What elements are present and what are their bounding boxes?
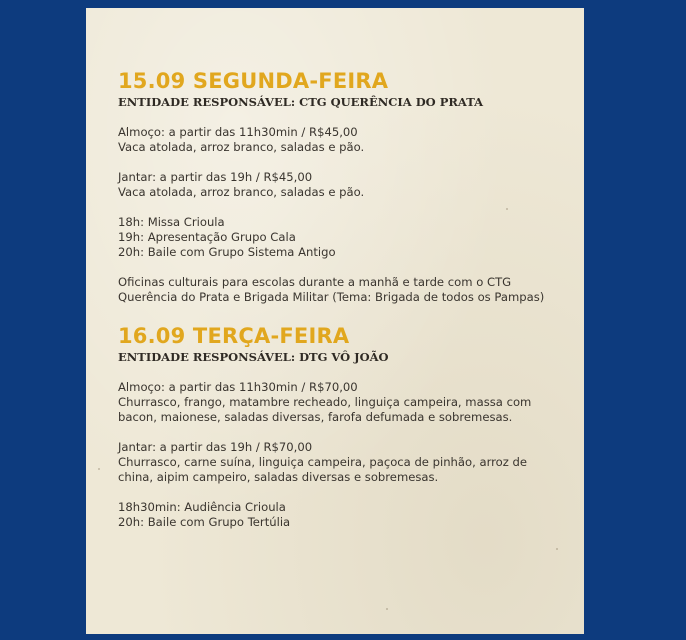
responsible-entity: ENTIDADE RESPONSÁVEL: CTG QUERÊNCIA DO PRATA [118, 95, 484, 109]
lunch-info [118, 380, 564, 425]
paper-speck [98, 468, 100, 470]
schedule-card [86, 8, 584, 634]
day-section-monday [118, 68, 564, 305]
day-title: 15.09 SEGUNDA-FEIRA [118, 69, 389, 93]
day-title: 16.09 TERÇA-FEIRA [118, 324, 350, 348]
lunch-time-price: Almoço: a partir das 11h30min / R$70,00 [118, 380, 358, 394]
schedule-item: 20h: Baile com Grupo Sistema Antigo [118, 245, 336, 259]
workshop-note [118, 275, 564, 305]
dinner-time-price: Jantar: a partir das 19h / R$70,00 [118, 440, 313, 454]
paper-speck [506, 208, 508, 210]
event-schedule [118, 215, 564, 260]
dinner-info [118, 170, 564, 200]
dinner-time-price: Jantar: a partir das 19h / R$45,00 [118, 170, 313, 184]
lunch-time-price: Almoço: a partir das 11h30min / R$45,00 [118, 125, 358, 139]
lunch-info [118, 125, 564, 155]
schedule-item: 18h: Missa Crioula [118, 215, 225, 229]
lunch-menu: Vaca atolada, arroz branco, saladas e pão. [118, 140, 365, 154]
dinner-info [118, 440, 564, 485]
lunch-menu: Churrasco, frango, matambre recheado, linguiça campeira, massa com bacon, maionese, saladas diversas, farofa defumada e sobremesas. [118, 395, 532, 424]
schedule-item: 20h: Baile com Grupo Tertúlia [118, 515, 291, 529]
paper-speck [386, 608, 388, 610]
schedule-item: 18h30min: Audiência Crioula [118, 500, 286, 514]
dinner-menu: Churrasco, carne suína, linguiça campeira, paçoca de pinhão, arroz de china, aipim campeiro, saladas diversas e sobremesas. [118, 455, 528, 484]
schedule-item: 19h: Apresentação Grupo Cala [118, 230, 296, 244]
workshop-note-text: Oficinas culturais para escolas durante a manhã e tarde com o CTG Querência do Prata e Brigada Militar (Tema: Brigada de todos os Pampas) [118, 275, 545, 304]
paper-speck [556, 548, 558, 550]
event-schedule [118, 500, 564, 530]
dinner-menu: Vaca atolada, arroz branco, saladas e pão. [118, 185, 365, 199]
day-section-tuesday [118, 323, 564, 530]
paper-speck [126, 128, 128, 130]
responsible-entity: ENTIDADE RESPONSÁVEL: DTG VÔ JOÃO [118, 350, 389, 364]
